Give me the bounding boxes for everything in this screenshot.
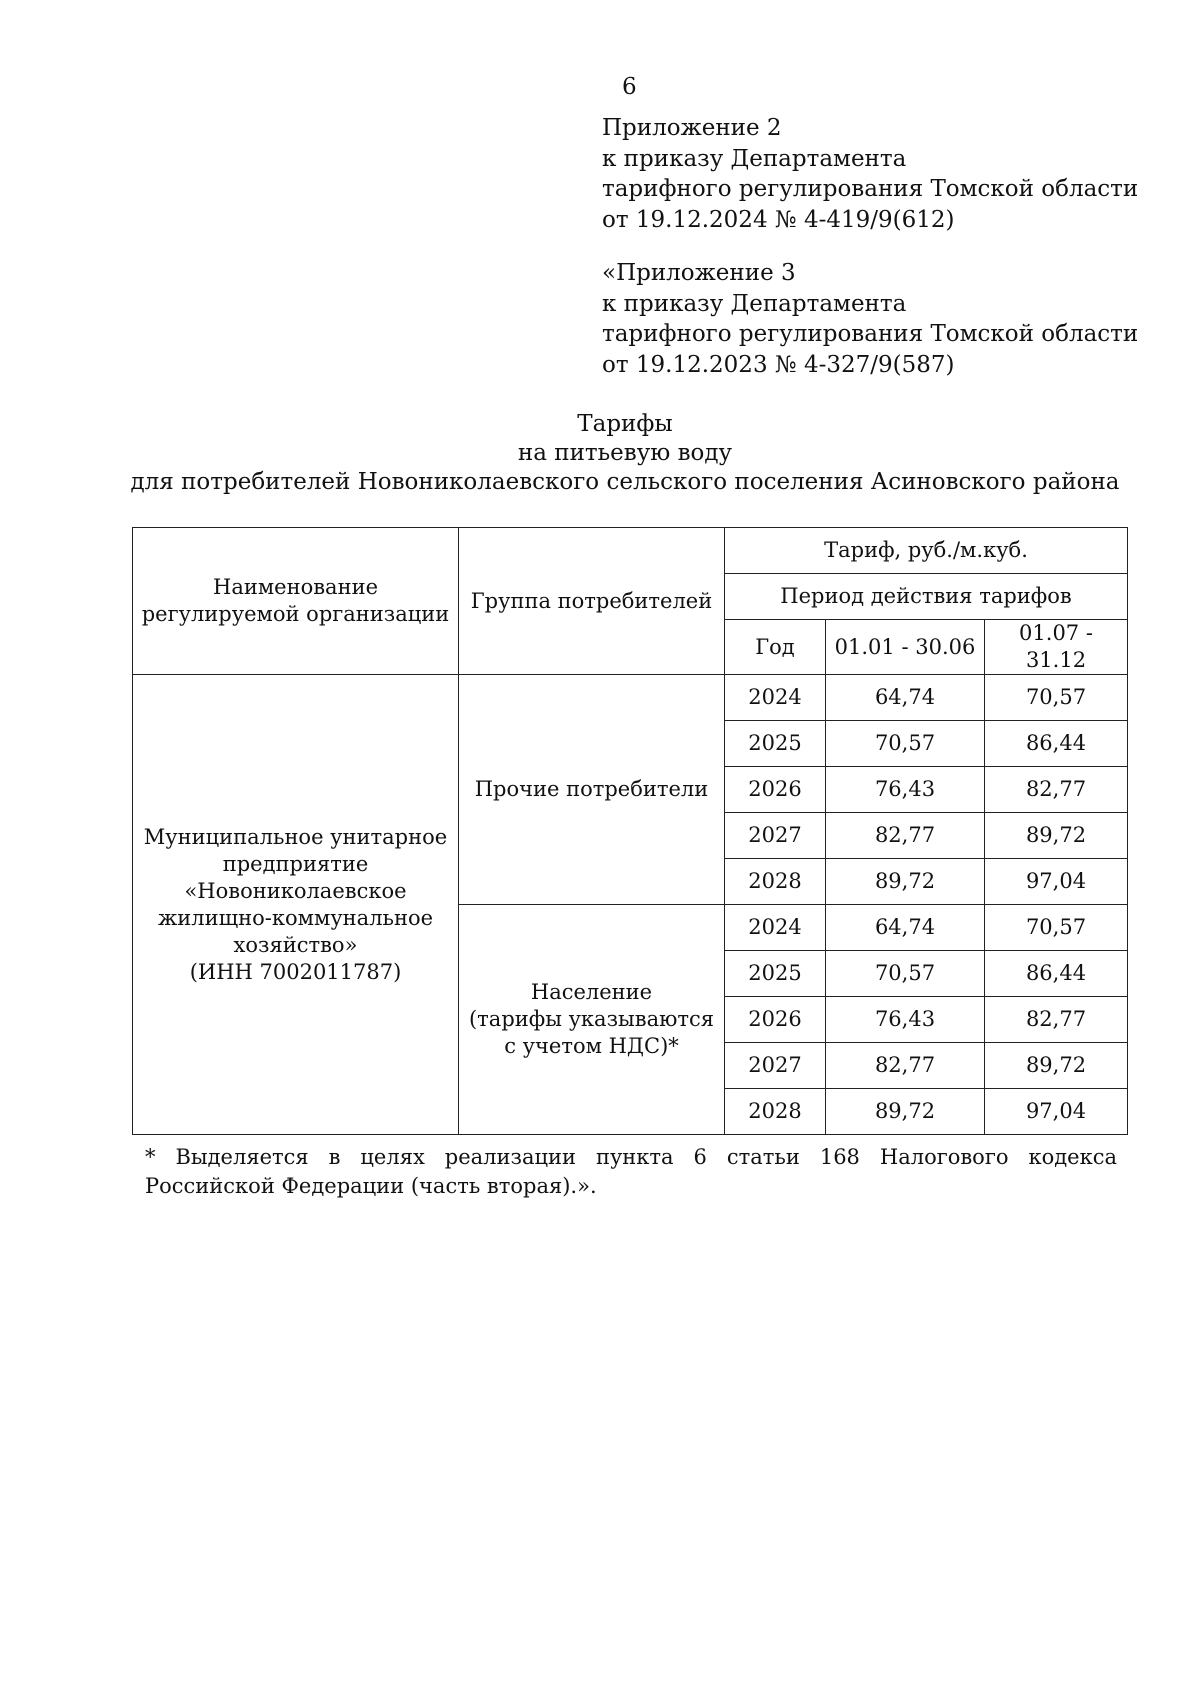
appendix-line: к приказу Департамента: [602, 145, 907, 172]
organization-line: Муниципальное унитарное: [143, 824, 448, 849]
header-half2: 01.07 - 31.12: [985, 620, 1128, 675]
title-line: для потребителей Новониколаевского сельского поселения Асиновского района: [130, 469, 1120, 495]
header-organization: Наименование регулируемой организации: [133, 528, 459, 675]
tariff-value-cell: 82,77: [826, 1043, 985, 1089]
year-cell: 2024: [725, 675, 826, 721]
tariff-value-cell: 82,77: [985, 997, 1128, 1043]
consumer-group-cell: [459, 675, 725, 905]
header-year: Год: [725, 620, 826, 675]
organization-line: «Новониколаевское: [184, 878, 407, 903]
tariff-value-cell: 89,72: [826, 859, 985, 905]
consumer-group-line: с учетом НДС)*: [504, 1034, 679, 1058]
tariff-value-cell: 70,57: [826, 951, 985, 997]
title-line: на питьевую воду: [517, 440, 733, 466]
year-cell: 2027: [725, 813, 826, 859]
year-cell: 2026: [725, 767, 826, 813]
organization-line: хозяйство»: [233, 932, 358, 957]
year-cell: 2025: [725, 951, 826, 997]
tariff-value-cell: 89,72: [985, 1043, 1128, 1089]
appendix-line: Приложение 2: [602, 115, 782, 141]
organization-line: предприятие: [222, 851, 369, 876]
appendix-line: к приказу Департамента: [602, 290, 907, 317]
organization-line: (ИНН 7002011787): [189, 959, 402, 984]
year-cell: 2028: [725, 859, 826, 905]
tariff-value-cell: 97,04: [985, 1089, 1128, 1135]
document-title: [0, 410, 1200, 497]
tariff-table: [132, 527, 1128, 1135]
tariff-value-cell: 64,74: [826, 675, 985, 721]
tariff-value-cell: 86,44: [985, 721, 1128, 767]
appendix-3-header: [602, 258, 1138, 380]
appendix-line: «Приложение 3: [602, 260, 796, 286]
tariff-value-cell: 82,77: [826, 813, 985, 859]
tariff-value-cell: 64,74: [826, 905, 985, 951]
appendix-line: от 19.12.2023 № 4-327/9(587): [602, 351, 955, 378]
tariff-value-cell: 70,57: [985, 675, 1128, 721]
consumer-group-line: Население: [530, 980, 653, 1004]
tariff-value-cell: 70,57: [826, 721, 985, 767]
year-cell: 2028: [725, 1089, 826, 1135]
footnote: * Выделяется в целях реализации пункта 6 статьи 168 Налогового кодекса Российской Федерации (часть вторая).».: [145, 1145, 1117, 1198]
tariff-value-cell: 76,43: [826, 997, 985, 1043]
tariff-value-cell: 76,43: [826, 767, 985, 813]
consumer-group-line: Прочие потребители: [474, 777, 709, 801]
tariff-value-cell: 82,77: [985, 767, 1128, 813]
table-row: [133, 675, 1128, 721]
year-cell: 2024: [725, 905, 826, 951]
header-group: Группа потребителей: [459, 528, 725, 675]
year-cell: 2027: [725, 1043, 826, 1089]
title-line: Тарифы: [577, 411, 673, 437]
page-number: 6: [622, 74, 637, 100]
header-period: Период действия тарифов: [725, 574, 1128, 620]
year-cell: 2026: [725, 997, 826, 1043]
tariff-value-cell: 89,72: [985, 813, 1128, 859]
organization-cell: [133, 675, 459, 1135]
appendix-line: от 19.12.2024 № 4-419/9(612): [602, 206, 955, 233]
tariff-value-cell: 86,44: [985, 951, 1128, 997]
appendix-2-header: [602, 113, 1138, 235]
tariff-value-cell: 70,57: [985, 905, 1128, 951]
consumer-group-line: (тарифы указываются: [468, 1007, 715, 1031]
consumer-group-cell: [459, 905, 725, 1135]
organization-line: жилищно-коммунальное: [157, 905, 434, 930]
appendix-line: тарифного регулирования Томской области: [602, 321, 1139, 347]
appendix-line: тарифного регулирования Томской области: [602, 176, 1139, 202]
header-half1: 01.01 - 30.06: [826, 620, 985, 675]
tariff-value-cell: 97,04: [985, 859, 1128, 905]
year-cell: 2025: [725, 721, 826, 767]
tariff-value-cell: 89,72: [826, 1089, 985, 1135]
header-tariff: Тариф, руб./м.куб.: [725, 528, 1128, 574]
